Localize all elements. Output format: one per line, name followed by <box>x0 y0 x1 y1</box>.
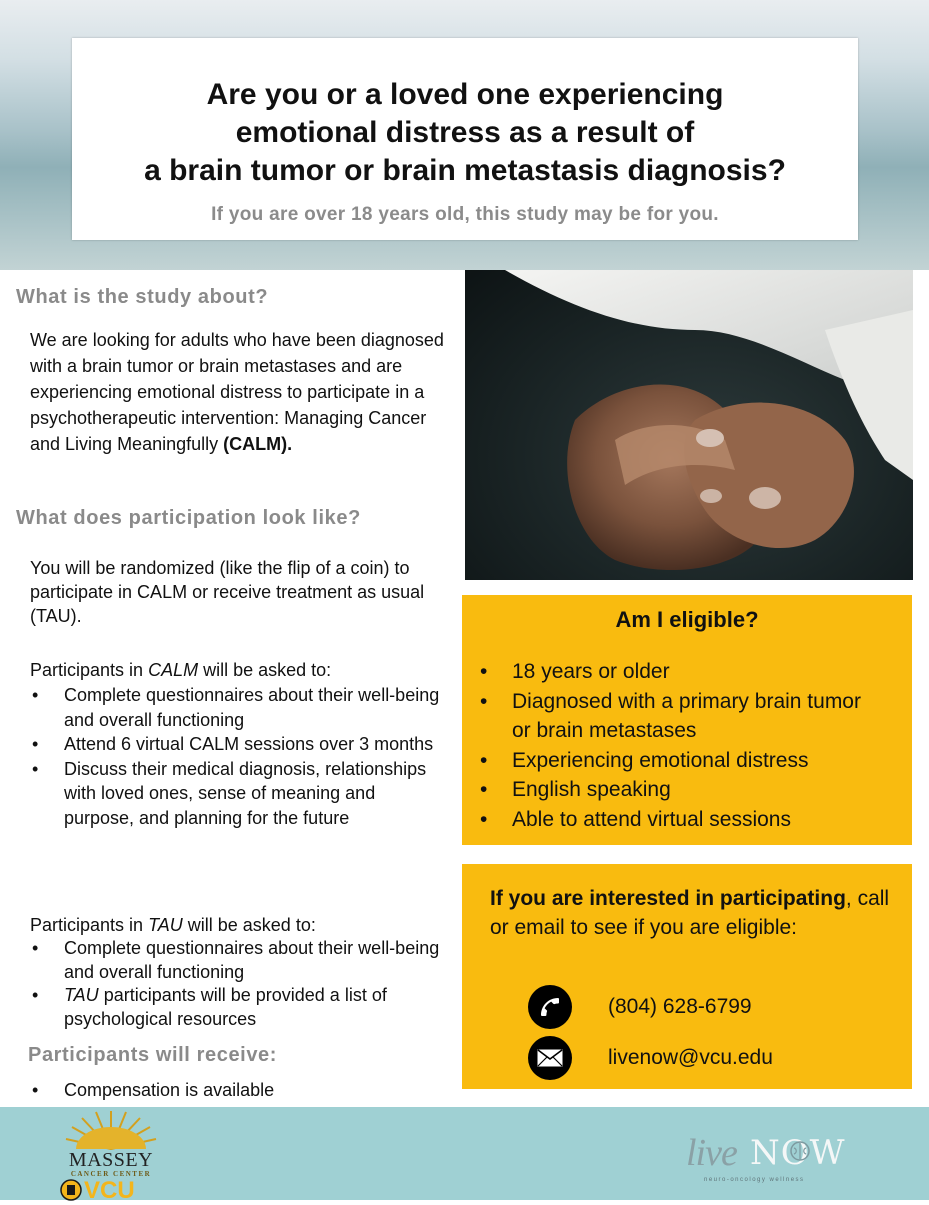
tau-intro: Participants in TAU will be asked to: <box>30 915 316 935</box>
massey-name: MASSEY <box>68 1149 154 1171</box>
massey-sunburst-logo <box>56 1111 166 1151</box>
list-item: • English speaking <box>478 775 912 805</box>
livenow-caps: NOW <box>750 1133 846 1173</box>
brain-icon <box>789 1140 811 1162</box>
list-item: • Complete questionnaires about their well-being and overall functioning <box>30 683 440 732</box>
header-background <box>0 0 929 270</box>
email-link[interactable]: livenow@vcu.edu <box>608 1046 773 1069</box>
list-item: • Able to attend virtual sessions <box>478 805 912 835</box>
receive-list <box>30 1078 440 1102</box>
email-row <box>528 1036 773 1080</box>
hands-photo <box>465 270 913 580</box>
participation-heading: What does participation look like? <box>16 507 361 529</box>
phone-row <box>528 985 752 1029</box>
eligibility-heading: Am I eligible? <box>615 607 759 632</box>
header-card <box>72 38 858 240</box>
tau-task-list <box>30 937 440 1031</box>
list-item: • Discuss their medical diagnosis, relationships with loved ones, sense of meaning and purpose, and planning for the future <box>30 757 440 831</box>
about-heading: What is the study about? <box>16 286 269 308</box>
calm-intro: Participants in CALM will be asked to: <box>30 660 332 680</box>
participation-intro: You will be randomized (like the flip of a coin) to participate in CALM or receive treatment as usual (TAU). <box>30 558 425 626</box>
page-title: Are you or a loved one experiencing emotional distress as a result of a brain tumor or brain metastasis diagnosis? <box>144 78 786 187</box>
contact-intro: If you are interested in participating, call or email to see if you are eligible: <box>490 887 890 939</box>
list-item: • Experiencing emotional distress <box>478 746 912 776</box>
vcu-seal-icon <box>60 1179 82 1201</box>
list-item: • 18 years or older <box>478 657 912 687</box>
footer <box>0 1107 929 1204</box>
phone-link[interactable]: (804) 628-6799 <box>608 995 752 1018</box>
list-item: • Attend 6 virtual CALM sessions over 3 months <box>30 732 440 757</box>
massey-subtitle: CANCER CENTER <box>70 1170 152 1178</box>
massey-logo <box>56 1111 166 1204</box>
receive-heading: Participants will receive: <box>28 1044 278 1066</box>
phone-icon <box>528 985 572 1029</box>
livenow-logo <box>686 1125 876 1185</box>
contact-box <box>462 864 912 1089</box>
list-item: • Complete questionnaires about their well-being and overall functioning <box>30 937 440 984</box>
vcu-text: VCU <box>84 1177 135 1204</box>
list-item: • Compensation is available <box>30 1078 440 1102</box>
mail-icon <box>528 1036 572 1080</box>
eligibility-box <box>462 595 912 845</box>
hands-illustration <box>465 270 913 580</box>
vcu-logo <box>60 1179 164 1203</box>
list-item: • Diagnosed with a primary brain tumor or brain metastases <box>478 687 912 746</box>
list-item: • TAU participants will be provided a list of psychological resources <box>30 984 440 1031</box>
livenow-tagline: neuro-oncology wellness <box>704 1177 805 1183</box>
about-paragraph: We are looking for adults who have been diagnosed with a brain tumor or brain metastases and are experiencing emotional distress to participate in a psychotherapeutic intervention: Managing Cancer and Living Meaningfully (CALM). <box>30 330 444 454</box>
page-subtitle: If you are over 18 years old, this study may be for you. <box>211 204 719 225</box>
livenow-script: live <box>686 1132 737 1174</box>
eligibility-list <box>478 657 912 834</box>
calm-task-list <box>30 683 440 830</box>
